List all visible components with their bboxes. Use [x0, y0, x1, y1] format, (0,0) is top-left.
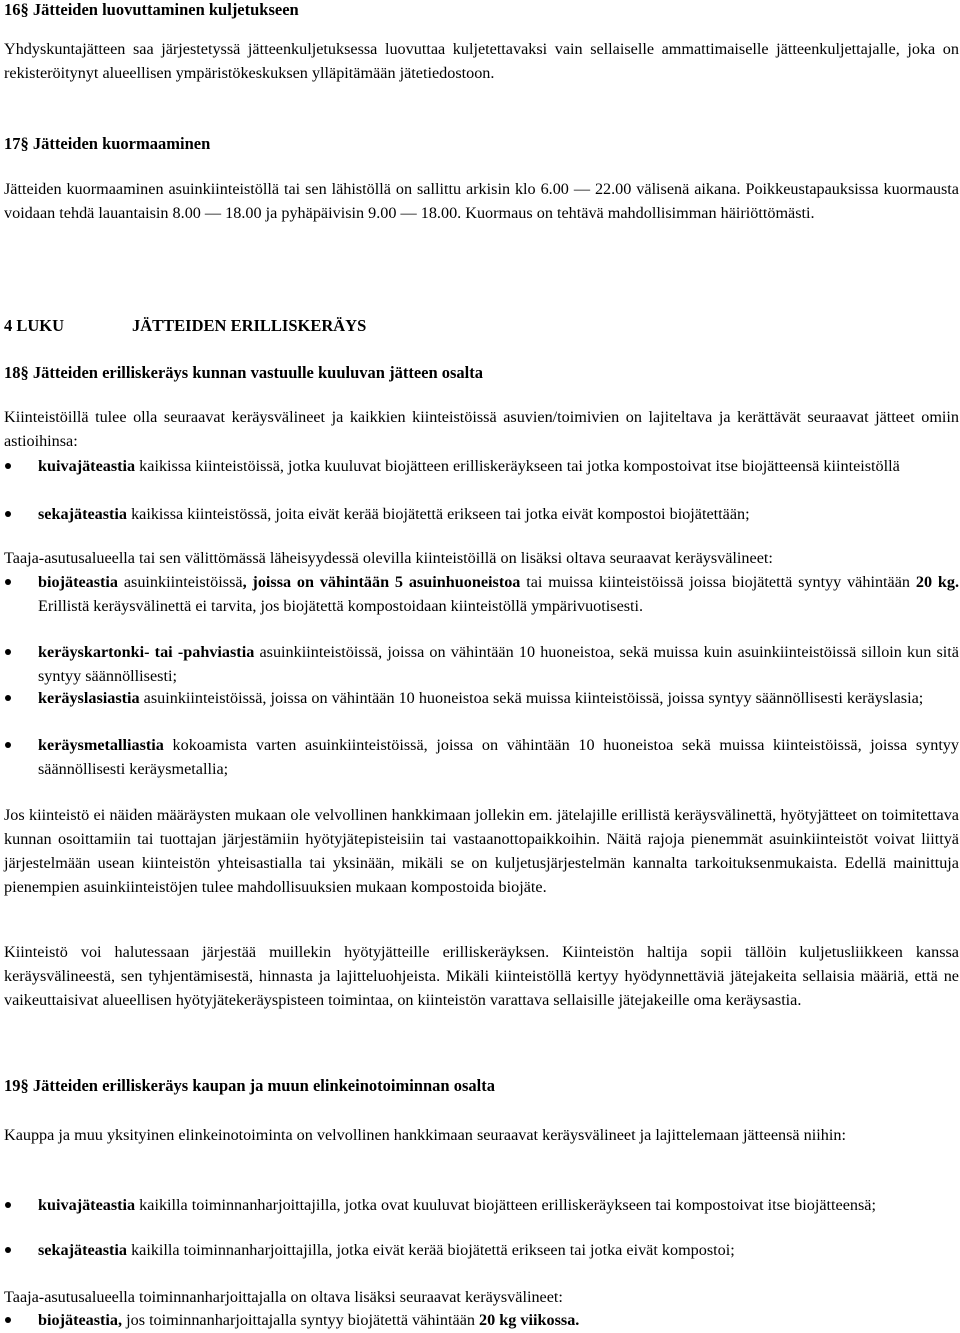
list-item-emphasis: , joissa on vähintään 5 asuinhuoneistoa: [242, 573, 521, 591]
list-item-text: tai muissa kiinteistöissä joissa biojätettä syntyy vähintään: [520, 573, 916, 591]
chapter-heading: [4, 314, 959, 338]
section-18-paragraph-3: Jos kiinteistö ei näiden määräysten mukaan ole velvollinen hankkimaan jollekin em. jätelajille erillistä keräysvälinettä, hyötyjätteet on toimitettava kunnan osoittamiin tai tuottajan järjestämiin hyötyjätepisteisiin tai vastaanottopaikkoihin. Näitä rajoja pienemmät asuinkiinteistöt voivat liittyä järjestelmään usean kiinteistön yhteisastialla tai yksinään, mikäli se on kuljetusjärjestelmän kannalta tarkoituksenmukaista. Edellä mainittuja pienempien asuinkiinteistöjen tulee mahdollisuuksien mukaan kompostoida biojäte.: [4, 806, 959, 896]
bullet-icon: [4, 570, 20, 594]
bullet-icon: [4, 1193, 20, 1217]
bullet-icon: [4, 1308, 20, 1332]
section-16-paragraph: Yhdyskuntajätteen saa järjestetyssä jätteenkuljetuksessa luovuttaa kuljetettavaksi vain sellaiselle ammattimaiselle jätteenkuljettajalle, joka on rekisteröitynyt alueellisen ympäristökeskuksen ylläpitämään jätetiedostoon.: [4, 40, 959, 82]
section-18-heading: 18§ Jätteiden erilliskeräys kunnan vastuulle kuuluvan jätteen osalta: [4, 363, 484, 382]
section-18-intro: Kiinteistöillä tulee olla seuraavat keräysvälineet ja kaikkien kiinteistöissä asuvien/toimivien on lajiteltava ja kerättävät seuraavat jätteet omiin astioihinsa:: [4, 408, 959, 450]
list-item-text: kaikissa kiinteistössä, joita eivät kerää biojätettä erikseen tai jotka eivät kompostoi biojätettään;: [127, 505, 750, 523]
list-item-term: kuivajäteastia: [38, 1196, 136, 1214]
list-item: [4, 502, 959, 526]
list-item-text: kaikissa kiinteistöissä, jotka kuuluvat biojätteen erilliskeräykseen tai jotka kompostoivat itse biojätteensä kiinteistöllä: [135, 457, 900, 475]
section-19-heading: 19§ Jätteiden erilliskeräys kaupan ja muun elinkeinotoiminnan osalta: [4, 1076, 495, 1095]
chapter-number: 4 LUKU: [4, 316, 65, 335]
bullet-icon: [4, 454, 20, 478]
list-item-term: kuivajäteastia: [38, 457, 136, 475]
list-item: [4, 1308, 959, 1332]
bullet-icon: [4, 502, 20, 526]
section-19-intro: Kauppa ja muu yksityinen elinkeinotoiminta on velvollinen hankkimaan seuraavat keräysvälineet ja lajittelemaan jätteensä niihin:: [4, 1126, 846, 1144]
bullet-icon: [4, 1238, 20, 1262]
section-17-heading: 17§ Jätteiden kuormaaminen: [4, 134, 211, 153]
bullet-icon: [4, 733, 20, 757]
list-item: [4, 570, 959, 618]
bullet-icon: [4, 640, 20, 664]
bullet-icon: [4, 686, 20, 710]
list-item-text: asuinkiinteistöissä, joissa on vähintään 10 huoneistoa, sekä muissa kuin asuinkiinteistöissä silloin kun sitä syntyy säännöllisesti;: [38, 643, 959, 685]
list-item-term: keräyslasiastia: [38, 689, 140, 707]
list-item-term: biojäteastia,: [38, 1311, 123, 1329]
list-item-term: sekajäteastia: [38, 505, 128, 523]
list-item-term: keräysmetalliastia: [38, 736, 164, 754]
section-18-intro-2: Taaja-asutusalueella tai sen välittömässä läheisyydessä olevilla kiinteistöillä on lisäksi oltava seuraavat keräysvälineet:: [4, 549, 773, 567]
section-16-heading: 16§ Jätteiden luovuttaminen kuljetukseen: [4, 0, 299, 19]
list-item: [4, 1238, 959, 1262]
list-item-text: jos toiminnanharjoittajalla syntyy biojätettä vähintään: [122, 1311, 480, 1329]
list-item-term: sekajäteastia: [38, 1241, 128, 1259]
list-item-text: asuinkiinteistöissä, joissa on vähintään 10 huoneistoa sekä muissa kiinteistöissä, joissa syntyy säännöllisesti keräyslasia;: [139, 689, 924, 707]
list-item-text: kokoamista varten asuinkiinteistöissä, joissa on vähintään 10 huoneistoa sekä muissa kiinteistöissä, joissa syntyy säännöllisesti keräysmetallia;: [38, 736, 959, 778]
list-item-emphasis: 20 kg viikossa.: [479, 1311, 580, 1329]
list-item-term: biojäteastia: [38, 573, 119, 591]
section-18-paragraph-4: Kiinteistö voi halutessaan järjestää muillekin hyötyjätteille erilliskeräyksen. Kiinteistön haltija sopii tällöin kuljetusliikkeen kanssa keräysvälineestä, sen tyhjentämisestä, hinnasta ja lajitteluohjeista. Mikäli kiinteistöllä kertyy hyödynnettäviä jätejakeita sellaisia määriä, että ne vaikeuttaisivat alueellisen hyötyjätekeräyspisteen toimintaa, on kiinteistön varattava sellaisille jätejakeille oma keräysastia.: [4, 943, 959, 1009]
list-item: [4, 1193, 959, 1217]
list-item-text: kaikilla toiminnanharjoittajilla, jotka eivät kerää biojätettä erikseen tai jotka eivät kompostoi;: [127, 1241, 735, 1259]
list-item: [4, 640, 959, 688]
section-19-intro-2: Taaja-asutusalueella toiminnanharjoittajalla on oltava lisäksi seuraavat keräysvälineet:: [4, 1288, 563, 1306]
list-item: [4, 686, 959, 710]
list-item-emphasis: 20 kg.: [915, 573, 959, 591]
list-item-term: keräyskartonki- tai -pahviastia: [38, 643, 255, 661]
section-17-paragraph: Jätteiden kuormaaminen asuinkiinteistöllä tai sen lähistöllä on sallittu arkisin klo 6.00 — 22.00 välisenä aikana. Poikkeustapauksissa kuormausta voidaan tehdä lauantaisin 8.00 — 18.00 ja pyhäpäivisin 9.00 — 18.00. Kuormaus on tehtävä mahdollisimman häiriöttömästi.: [4, 180, 959, 222]
list-item-text: asuinkiinteistöissä: [118, 573, 243, 591]
chapter-title: JÄTTEIDEN ERILLISKERÄYS: [132, 316, 367, 335]
list-item-text: Erillistä keräysvälinettä ei tarvita, jos biojätettä kompostoidaan kiinteistöllä ympärivuotisesti.: [38, 597, 644, 615]
list-item: [4, 454, 959, 478]
list-item-text: kaikilla toiminnanharjoittajilla, jotka ovat kuuluvat biojätteen erilliskeräykseen tai kompostoivat itse biojätteensä;: [135, 1196, 876, 1214]
list-item: [4, 733, 959, 781]
